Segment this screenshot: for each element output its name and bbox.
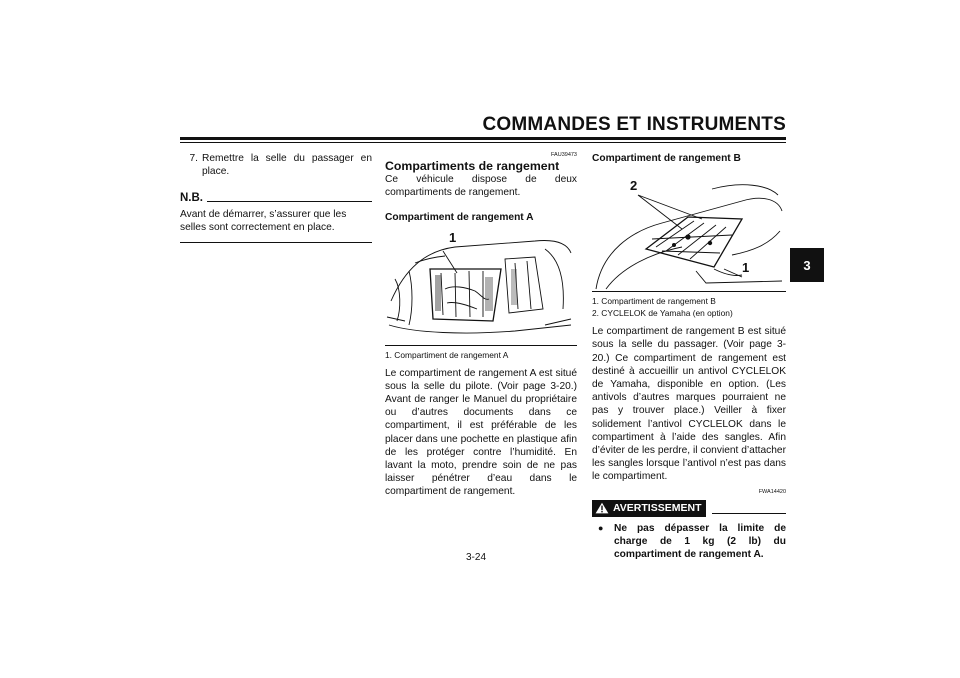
- caption-compartment-a: 1. Compartiment de rangement A: [385, 349, 509, 360]
- callout-1-b: 1: [742, 260, 750, 276]
- storage-b-drawing: [592, 171, 786, 291]
- body-compartment-b: Le compartiment de rangement B est situé sous la selle du passager. (Voir page 3-20.) Ce compartiment de rangement est destiné à accueillir un antivol CYCLELOK de Yamaha, disponible en option. (Les antivols d’autres marques pourraient ne pas y trouver place.) Veiller à fixer solidement l’antivol CYCLELOK dans le compartiment à l’aide des sangles. Afin d’éviter de les perdre, il convient d’attacher les sangles lorsque l’antivol n’est pas dans le compartiment.: [592, 326, 786, 483]
- warning-header: [592, 500, 786, 517]
- note-label: N.B.: [180, 192, 203, 205]
- step-number: 7.: [189, 153, 198, 164]
- header-rule-thick: [180, 137, 786, 140]
- warning-label: AVERTISSEMENT: [613, 501, 702, 514]
- illustration-compartment-b: [592, 171, 786, 292]
- step-text: Remettre la selle du passager en place.: [202, 153, 372, 178]
- caption-compartment-b: 1. Compartiment de rangement B: [592, 296, 716, 307]
- callout-2-b: 2: [630, 178, 638, 194]
- warning-code: FWA14420: [758, 488, 786, 495]
- note-end-rule: [180, 242, 372, 243]
- note-rule: [207, 201, 372, 202]
- chapter-tab: 3: [790, 248, 824, 282]
- section-code: FAU39473: [551, 152, 577, 158]
- body-compartment-a: Le compartiment de rangement A est situé sous la selle du pilote. (Voir page 3-20.) Avant de ranger le Manuel du propriétaire ou d’autres documents dans ce compartiment, il est préférable de les placer dans une pochette en plastique afin de les protéger contre l’humidité. En lavant la moto, prendre soin de ne pas laisser pénétrer d’eau dans le compartiment de rangement.: [385, 367, 577, 498]
- warning-bullet-text: Ne pas dépasser la limite de charge de 1 kg (2 lb) du compartiment de rangement A.: [614, 522, 786, 561]
- section-title: Compartiments de rangement: [385, 159, 560, 173]
- warning-bullet: [592, 522, 786, 562]
- warning-badge: [592, 500, 706, 517]
- note-text: Avant de démarrer, s’assurer que les selles sont correctement en place.: [180, 208, 347, 233]
- header-rule-thin: [180, 142, 786, 143]
- column-3: [592, 152, 786, 561]
- section-intro: Ce véhicule dispose de deux compartiments de rangement.: [385, 174, 577, 199]
- column-1: [180, 152, 372, 243]
- warning-rule: [712, 513, 786, 514]
- subtitle-compartment-b: Compartiment de rangement B: [592, 153, 741, 164]
- page-header-title: COMMANDES ET INSTRUMENTS: [482, 114, 786, 135]
- page-number: 3-24: [466, 552, 487, 563]
- step-7: [180, 152, 372, 178]
- column-2: [385, 152, 577, 499]
- caption-cyclelok: 2. CYCLELOK de Yamaha (en option): [592, 308, 733, 319]
- bullet-dot-icon: ●: [598, 522, 604, 533]
- warning-triangle-icon: [595, 502, 609, 514]
- illustration-compartment-a: [385, 229, 577, 346]
- note-header: [180, 192, 372, 205]
- storage-a-drawing: [385, 229, 577, 345]
- subtitle-compartment-a: Compartiment de rangement A: [385, 212, 534, 224]
- callout-1-a: 1: [449, 229, 457, 245]
